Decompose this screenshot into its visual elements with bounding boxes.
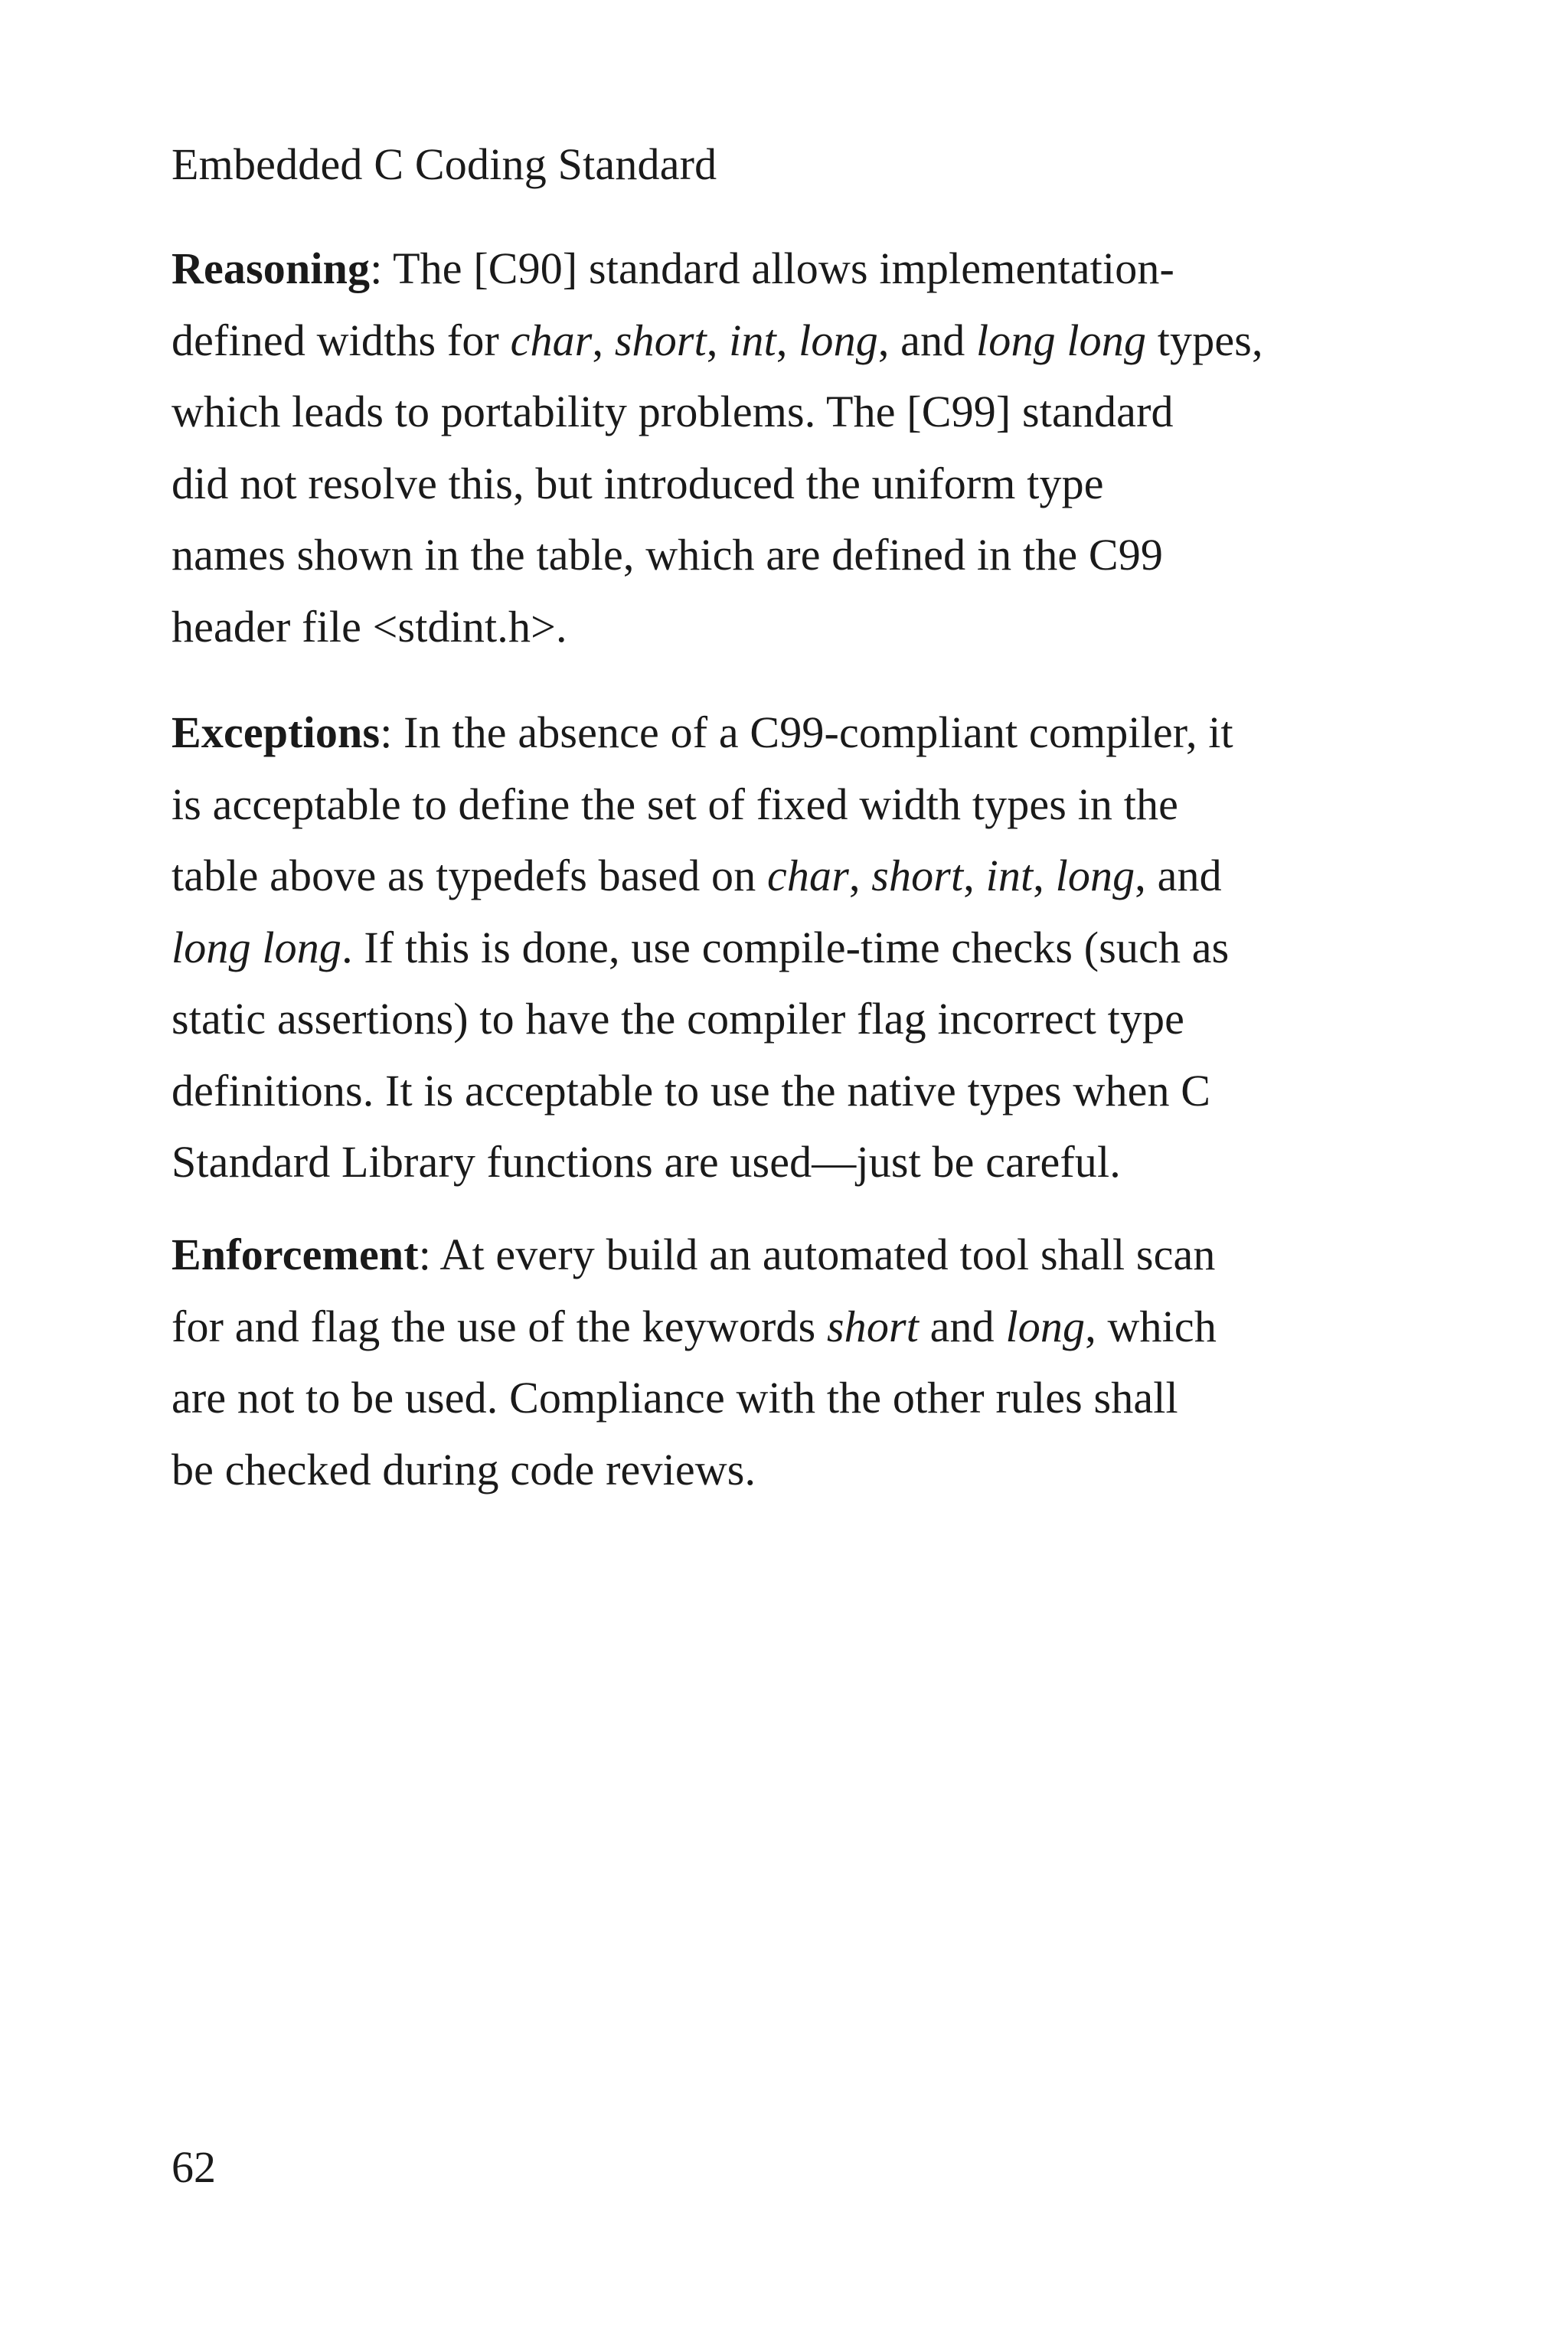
body-text: which leads to portability problems. The [C99] standard — [172, 387, 1174, 436]
exceptions-line — [172, 1065, 1211, 1116]
body-text: defined widths for — [172, 315, 511, 365]
body-text: and — [918, 1301, 1006, 1351]
body-text: types, — [1146, 315, 1263, 365]
body-text: , which — [1085, 1301, 1217, 1351]
body-text: is acceptable to define the set of fixed width types in the — [172, 779, 1179, 829]
keyword-text: long long — [976, 315, 1147, 365]
body-text: In the absence of a C99-compliant compiler, it — [403, 707, 1233, 757]
exceptions-label: Exceptions — [172, 707, 381, 757]
keyword-text: long long — [172, 922, 342, 972]
exceptions-line — [172, 779, 1179, 829]
keyword-text: int — [729, 315, 776, 365]
body-text: Standard Library functions are used—just be careful. — [172, 1137, 1121, 1187]
keyword-text: short — [614, 315, 707, 365]
keyword-text: long — [1055, 851, 1135, 900]
body-text: , — [1033, 851, 1056, 900]
body-text: At every build an automated tool shall scan — [439, 1230, 1216, 1279]
enforcement-line — [172, 1373, 1178, 1423]
body-text: . If this is done, use compile-time checks (such as — [341, 922, 1230, 972]
exceptions-line — [172, 994, 1185, 1044]
exceptions-line — [172, 1137, 1121, 1187]
body-text: , — [963, 851, 986, 900]
body-text: , — [706, 315, 730, 365]
exceptions-line — [172, 851, 1222, 900]
enforcement-line — [172, 1444, 756, 1494]
body-text: names shown in the table, which are defined in the C99 — [172, 530, 1164, 580]
body-text: , — [776, 315, 799, 365]
enforcement-line: Enforcement: At every build an automated tool shall scan — [172, 1230, 1216, 1279]
body-text: static assertions) to have the compiler flag incorrect type — [172, 994, 1185, 1044]
exceptions-line: Exceptions: In the absence of a C99-compliant compiler, it — [172, 707, 1233, 757]
keyword-text: short — [871, 851, 964, 900]
enforcement-label: Enforcement — [172, 1230, 419, 1279]
reasoning-label: Reasoning — [172, 243, 371, 293]
reasoning-line — [172, 458, 1104, 508]
body-text: be checked during code reviews. — [172, 1444, 756, 1494]
body-text: , and — [877, 315, 977, 365]
body-text: , — [848, 851, 872, 900]
body-text: header file <stdint.h>. — [172, 601, 567, 652]
keyword-text: short — [826, 1301, 919, 1351]
reasoning-line — [172, 530, 1164, 580]
reasoning-line — [172, 387, 1174, 436]
keyword-text: long — [1005, 1301, 1086, 1351]
keyword-text: long — [799, 315, 878, 365]
body-text: for and flag the use of the keywords — [172, 1301, 827, 1351]
body-text: , — [592, 315, 615, 365]
exceptions-line — [172, 922, 1230, 972]
reasoning-line: Reasoning: The [C90] standard allows implementation- — [172, 243, 1174, 293]
reasoning-line — [172, 601, 567, 652]
page-number: 62 — [172, 2142, 216, 2192]
keyword-text: int — [985, 851, 1034, 900]
body-text: The [C90] standard allows implementation- — [393, 243, 1174, 293]
keyword-text: char — [510, 315, 593, 365]
body-text: table above as typedefs based on — [172, 851, 768, 900]
running-header: Embedded C Coding Standard — [172, 139, 717, 189]
reasoning-line — [172, 315, 1263, 365]
body-text: definitions. It is acceptable to use the native types when C — [172, 1065, 1211, 1116]
body-text: did not resolve this, but introduced the uniform type — [172, 458, 1104, 508]
body-text: are not to be used. Compliance with the other rules shall — [172, 1373, 1178, 1423]
keyword-text: char — [767, 851, 849, 900]
enforcement-line — [172, 1301, 1217, 1351]
body-text: , and — [1135, 851, 1222, 900]
